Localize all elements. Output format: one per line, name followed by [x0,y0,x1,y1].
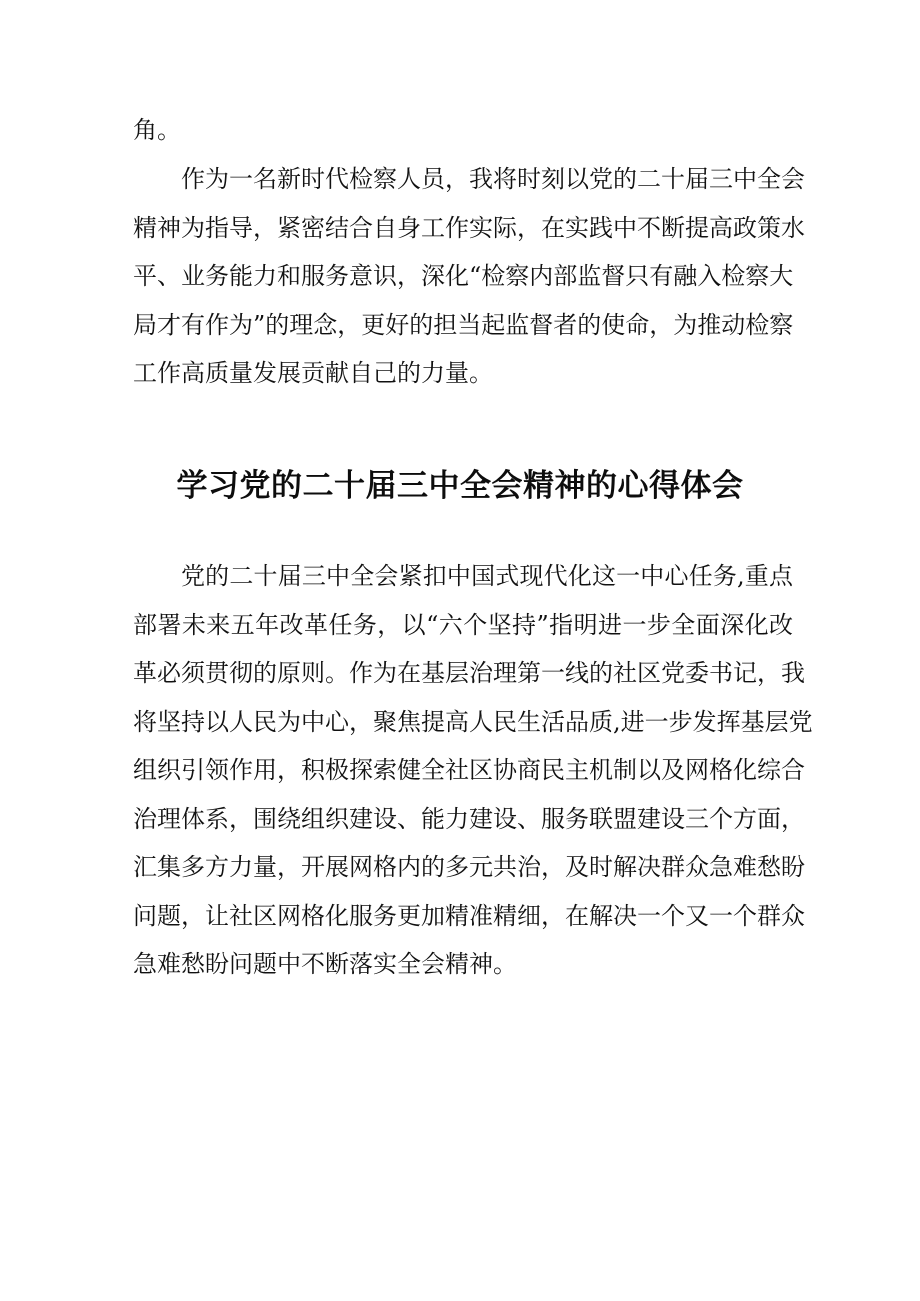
text-line: 组织引领作用，积极探索健全社区协商民主机制以及网格化综合 [133,756,805,784]
text-line: 将坚持以人民为中心，聚焦提高人民生活品质,进一步发挥基层党 [133,707,813,736]
text-line: 部署未来五年改革任务，以“六个坚持”指明进一步全面深化改 [133,610,793,639]
text-line: 局才有作为”的理念，更好的担当起监督者的使命，为推动检察 [133,310,794,339]
continuation-paragraph [133,106,793,155]
text-line: 急难愁盼问题中不断落实全会精神。 [133,950,517,978]
body-paragraph-2 [133,552,813,989]
text-line: 精神为指导，紧密结合自身工作实际，在实践中不断提高政策水 [133,213,805,242]
text-line: 汇集多方力量，开展网格内的多元共治，及时解决群众急难愁盼 [133,853,805,881]
text-line: 治理体系，围绕组织建设、能力建设、服务联盟建设三个方面， [133,804,805,833]
text-line: 角。 [133,116,181,144]
text-line: 党的二十届三中全会紧扣中国式现代化这一中心任务,重点 [181,562,793,590]
text-line: 问题，让社区网格化服务更加精准精细，在解决一个又一个群众 [133,901,805,930]
text-line: 工作高质量发展贡献自己的力量。 [133,359,493,387]
section-title: 学习党的二十届三中全会精神的心得体会 [176,468,744,504]
text-line: 平、业务能力和服务意识，深化“检察内部监督只有融入检察大 [133,262,794,290]
text-line: 革必须贯彻的原则。作为在基层治理第一线的社区党委书记，我 [133,659,805,687]
text-line: 作为一名新时代检察人员，我将时刻以党的二十届三中全会 [181,165,805,193]
body-paragraph-1 [133,155,805,398]
